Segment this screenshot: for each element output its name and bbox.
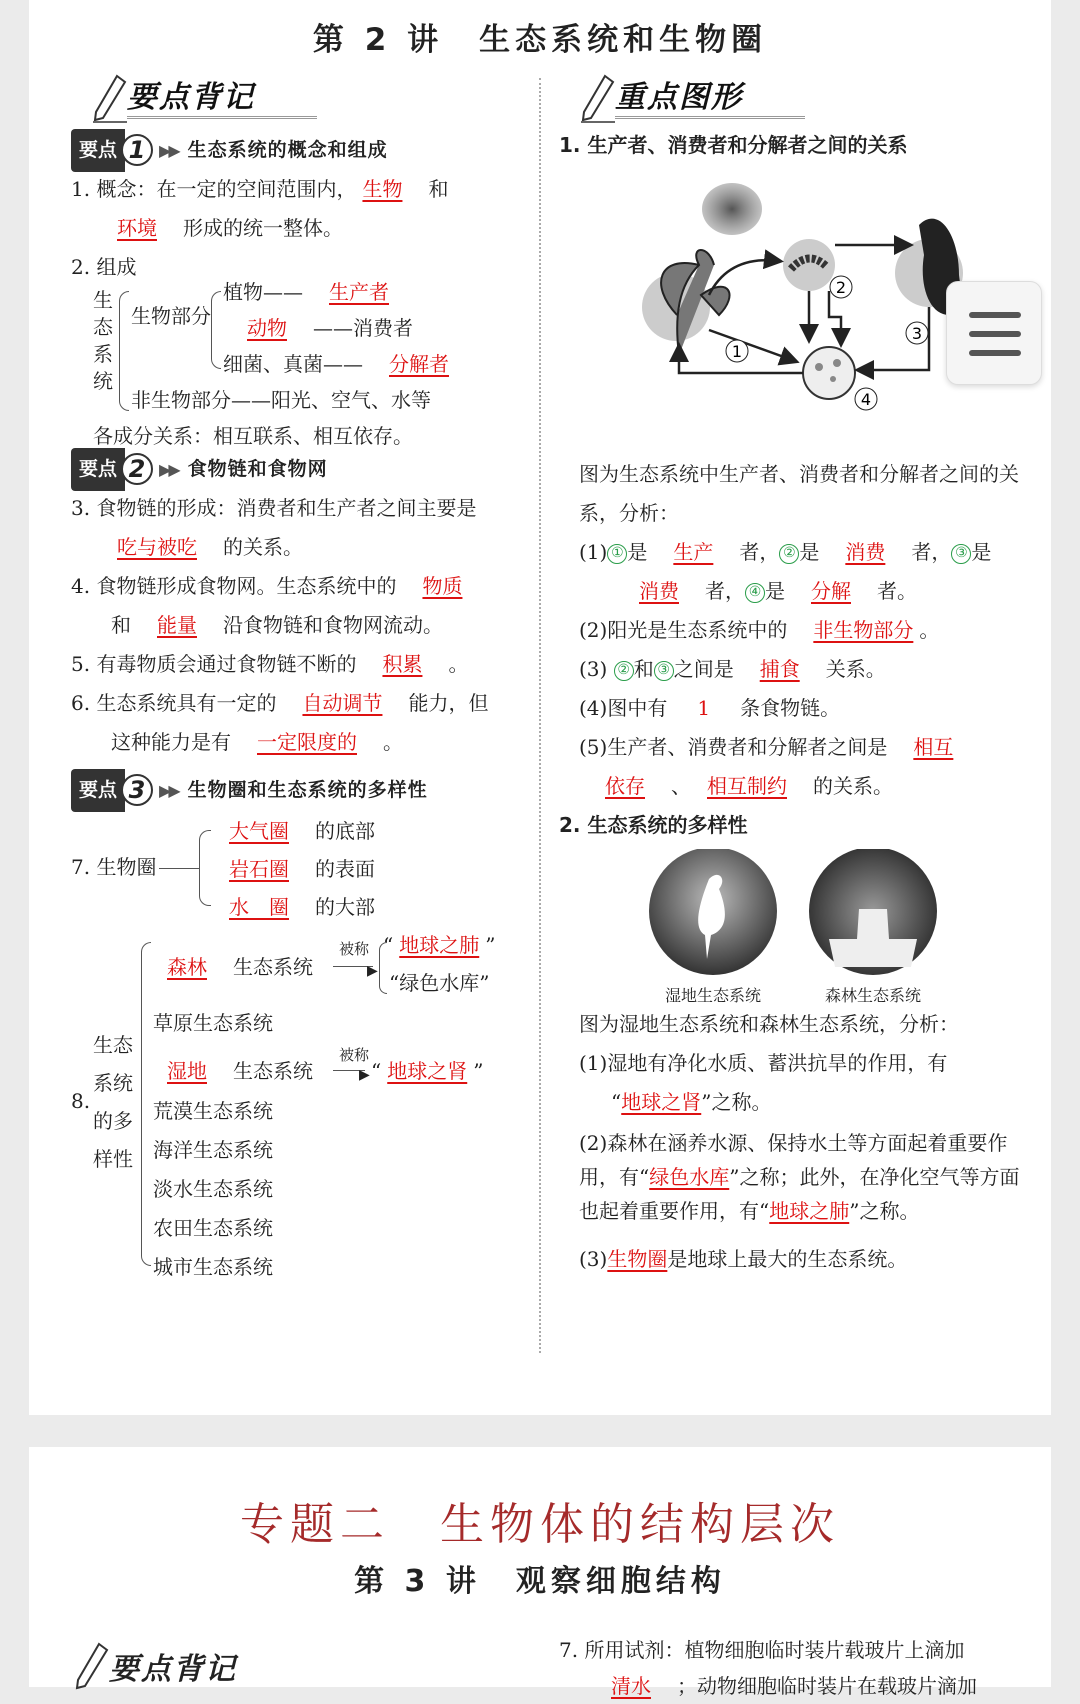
grass: 草原生态系统 bbox=[153, 1011, 273, 1035]
kidney-row: “ 地球之肾 ” bbox=[371, 1059, 484, 1083]
answer: 相互 bbox=[913, 735, 954, 759]
answer: 依存 bbox=[605, 774, 645, 798]
key-point-number: 2 bbox=[121, 453, 153, 485]
ocean: 海洋生态系统 bbox=[153, 1138, 273, 1162]
answer: 非生物部分 bbox=[813, 618, 914, 642]
figure-number: 1 bbox=[731, 342, 743, 361]
q5-line-2: 依存 、 相互制约 的关系。 bbox=[559, 767, 1049, 806]
answer: 环境 bbox=[117, 216, 157, 240]
figure-2-title: 2. 生态系统的多样性 bbox=[559, 813, 748, 837]
desert: 荒漠生态系统 bbox=[153, 1099, 273, 1123]
composition-diagram bbox=[71, 280, 531, 448]
answer: 1 bbox=[697, 696, 711, 720]
answer: 湿地 bbox=[167, 1059, 207, 1083]
circle-number: ③ bbox=[654, 661, 674, 681]
key-point-number: 1 bbox=[121, 134, 153, 166]
lung-row: “ 地球之肺 ” bbox=[383, 933, 496, 957]
key-point-title: 食物链和食物网 bbox=[187, 457, 328, 480]
item-1-line-2: 环境 形成的统一整体。 bbox=[71, 209, 531, 248]
item-6-line-2: 这种能力是有 一定限度的 。 bbox=[111, 730, 403, 754]
key-point-tag: 要点 bbox=[71, 769, 125, 812]
answer: 岩石圈 bbox=[229, 857, 289, 881]
desc-1: 图为生态系统中生产者、消费者和分解者之间的关系，分析： bbox=[579, 462, 1019, 525]
item-4-line-2: 和 能量 沿食物链和食物网流动。 bbox=[111, 613, 443, 637]
circle-number: ③ bbox=[951, 544, 971, 564]
q4: (4)图中有 1 条食物链。 bbox=[579, 696, 841, 720]
title-underline bbox=[127, 116, 317, 119]
answer: 能量 bbox=[157, 613, 197, 637]
r1-line-2: “地球之肾”之称。 bbox=[611, 1090, 772, 1114]
item-7: 7. 生物圈 bbox=[71, 855, 157, 879]
arrow-line bbox=[829, 291, 841, 343]
decomposer-circle bbox=[803, 347, 855, 399]
water-tank: “绿色水库” bbox=[389, 971, 490, 995]
microbe-row: 细菌、真菌—— 分解者 bbox=[223, 345, 455, 384]
section-header-right bbox=[577, 72, 1049, 126]
item-3-line-2: 吃与被吃 的关系。 bbox=[71, 528, 531, 567]
answer: 相互制约 bbox=[707, 774, 787, 798]
item-3-line-1: 3. 食物链的形成：消费者和生产者之间主要是 bbox=[71, 496, 477, 520]
nonbio-row: 非生物部分——阳光、空气、水等 bbox=[131, 388, 431, 412]
sun-icon bbox=[702, 183, 762, 235]
answer: 积累 bbox=[382, 652, 423, 676]
q1-line-1: (1) ① 是 生产 者， ② 是 消费 者， ③ 是 bbox=[579, 540, 992, 564]
item-8: 8. bbox=[71, 1089, 91, 1113]
figure-number: 4 bbox=[860, 390, 872, 409]
answer: 物质 bbox=[422, 574, 463, 598]
pen-icon bbox=[577, 74, 617, 124]
key-point-3 bbox=[71, 770, 531, 810]
called-label: 被称 bbox=[339, 940, 370, 958]
circle-number: ② bbox=[779, 544, 799, 564]
animal-row: 动物 ——消费者 bbox=[241, 309, 413, 348]
q3: (3) ② 和 ③ 之间是 捕食 关系。 bbox=[579, 657, 886, 681]
key-point-tag: 要点 bbox=[71, 129, 125, 172]
bracket bbox=[141, 942, 151, 1266]
answer: 捕食 bbox=[759, 657, 800, 681]
bracket bbox=[119, 291, 129, 411]
relation: 各成分关系：相互联系、相互依存。 bbox=[93, 424, 413, 448]
r2: (2)森林在涵养水源、保持水土等方面起着重要作用，有“绿色水库”之称；此外，在净化空气等方面也起着重要作用，有“地球之肺”之称。 bbox=[579, 1131, 1020, 1223]
menu-icon-bar bbox=[969, 312, 1021, 318]
bracket bbox=[211, 291, 221, 369]
key-point-title: 生态系统的概念和组成 bbox=[187, 138, 388, 161]
answer: 生产 bbox=[673, 540, 714, 564]
double-arrow-icon: ▶▶ bbox=[159, 459, 178, 479]
fresh: 淡水生态系统 bbox=[153, 1177, 273, 1201]
q2: (2)阳光是生态系统中的 非生物部分 。 bbox=[579, 618, 940, 642]
answer: 自动调节 bbox=[302, 691, 383, 715]
r1-line-1: (1)湿地有净化水质、蓄洪抗旱的作用，有 bbox=[579, 1051, 948, 1075]
called-label: 被称 bbox=[339, 1046, 370, 1064]
figure-1-title: 1. 生产者、消费者和分解者之间的关系 bbox=[559, 133, 908, 157]
section-title: 要点背记 bbox=[109, 1652, 237, 1687]
lesson-title: 第 3 讲 观察细胞结构 bbox=[354, 1564, 726, 1599]
circle-number: ② bbox=[614, 661, 634, 681]
answer: 分解 bbox=[811, 579, 851, 603]
menu-icon-bar bbox=[969, 350, 1021, 356]
farm: 农田生态系统 bbox=[153, 1216, 273, 1240]
section-title: 要点背记 bbox=[127, 80, 255, 115]
key-point-title: 生物圈和生态系统的多样性 bbox=[187, 778, 428, 801]
arrow-icon: ▶ bbox=[367, 963, 378, 979]
item-4-line-1: 4. 食物链形成食物网。生态系统中的 物质 bbox=[71, 567, 531, 606]
pen-icon bbox=[71, 1642, 111, 1692]
answer: 地球之肺 bbox=[769, 1199, 850, 1223]
section-header-page2 bbox=[71, 1640, 531, 1694]
figure-number: 3 bbox=[911, 324, 923, 343]
answer: 生产者 bbox=[329, 280, 389, 304]
q5-line-1: (5)生产者、消费者和分解者之间是 相互 bbox=[559, 728, 1049, 767]
pen-icon bbox=[89, 74, 129, 124]
answer: 清水 bbox=[611, 1674, 651, 1698]
page-1 bbox=[29, 0, 1051, 1415]
bracket bbox=[199, 830, 211, 906]
arrow-icon: ▶ bbox=[359, 1067, 370, 1083]
diversity-diagram bbox=[71, 928, 531, 1278]
answer: 生物 bbox=[362, 177, 403, 201]
city: 城市生态系统 bbox=[153, 1255, 273, 1279]
right-column bbox=[559, 72, 1049, 1279]
answer: 地球之肺 bbox=[399, 933, 480, 957]
ecosystem-photos bbox=[649, 849, 939, 1009]
answer: 绿色水库 bbox=[649, 1165, 730, 1189]
answer: 消费 bbox=[845, 540, 886, 564]
double-arrow-icon: ▶▶ bbox=[159, 140, 178, 160]
biosphere-row: 大气圈 的底部 bbox=[223, 812, 375, 851]
column-divider bbox=[539, 78, 541, 1353]
key-point-number: 3 bbox=[121, 774, 153, 806]
item-5: 5. 有毒物质会通过食物链不断的 积累 。 bbox=[71, 652, 469, 676]
q1-line-2: 消费 者， ④ 是 分解 者。 bbox=[559, 572, 1049, 611]
menu-icon-bar bbox=[969, 331, 1021, 337]
menu-button[interactable] bbox=[946, 281, 1042, 385]
forest-row: 森林 生态系统 bbox=[161, 948, 313, 987]
left-column bbox=[71, 72, 531, 1278]
section-header-left bbox=[89, 72, 531, 126]
wetland-caption: 湿地生态系统 bbox=[664, 986, 762, 1005]
answer: 生物圈 bbox=[607, 1247, 668, 1271]
topic-subtitle: 专题二 生物体的结构层次 bbox=[240, 1499, 840, 1550]
diversity-figure bbox=[559, 845, 1049, 1005]
bio-part: 生物部分 bbox=[131, 304, 211, 328]
eco-label: 生态系统 bbox=[93, 288, 113, 393]
section-title: 重点图形 bbox=[615, 80, 743, 115]
item-6-line-1: 6. 生态系统具有一定的 自动调节 能力，但 bbox=[71, 691, 489, 715]
forest-caption: 森林生态系统 bbox=[824, 986, 922, 1005]
answer: 动物 bbox=[247, 316, 287, 340]
item-1-line-1: 1. 概念：在一定的空间范围内， 生物 和 bbox=[71, 177, 449, 201]
answer: 吃与被吃 bbox=[117, 535, 197, 559]
key-point-1 bbox=[71, 130, 531, 170]
answer: 森林 bbox=[167, 955, 207, 979]
answer: 水 圈 bbox=[229, 895, 289, 919]
page-title: 第 2 讲 生态系统和生物圈 bbox=[312, 22, 768, 58]
title-underline bbox=[615, 116, 805, 119]
answer: 消费 bbox=[639, 579, 679, 603]
answer: 大气圈 bbox=[229, 819, 289, 843]
r3: (3)生物圈是地球上最大的生态系统。 bbox=[579, 1247, 908, 1271]
biosphere-diagram bbox=[71, 810, 531, 928]
arrow-line bbox=[709, 330, 795, 361]
double-arrow-icon: ▶▶ bbox=[159, 780, 178, 800]
wetland-row: 湿地 生态系统 bbox=[161, 1052, 313, 1091]
answer: 分解者 bbox=[389, 352, 449, 376]
biosphere-row: 水 圈 的大部 bbox=[223, 888, 375, 927]
biosphere-row: 岩石圈 的表面 bbox=[223, 850, 375, 889]
connector bbox=[159, 868, 199, 869]
answer: 地球之肾 bbox=[387, 1059, 468, 1083]
answer: 一定限度的 bbox=[257, 730, 357, 754]
diversity-label: 生态系统的多样性 bbox=[93, 1033, 133, 1171]
item-2: 2. 组成 bbox=[71, 255, 137, 279]
answer: 地球之肾 bbox=[621, 1090, 702, 1114]
figure-number: 2 bbox=[835, 278, 847, 297]
circle-number: ① bbox=[607, 544, 627, 564]
key-point-tag: 要点 bbox=[71, 448, 125, 491]
relation-diagram bbox=[619, 165, 999, 455]
plant-row: 植物—— 生产者 bbox=[223, 273, 395, 312]
desc-2: 图为湿地生态系统和森林生态系统，分析： bbox=[579, 1012, 959, 1036]
page2-item-7: 7. 所用试剂：植物细胞临时装片载玻片上滴加 清水 ；动物细胞临时装片在载玻片滴加 bbox=[559, 1638, 977, 1698]
circle-number: ④ bbox=[745, 583, 765, 603]
